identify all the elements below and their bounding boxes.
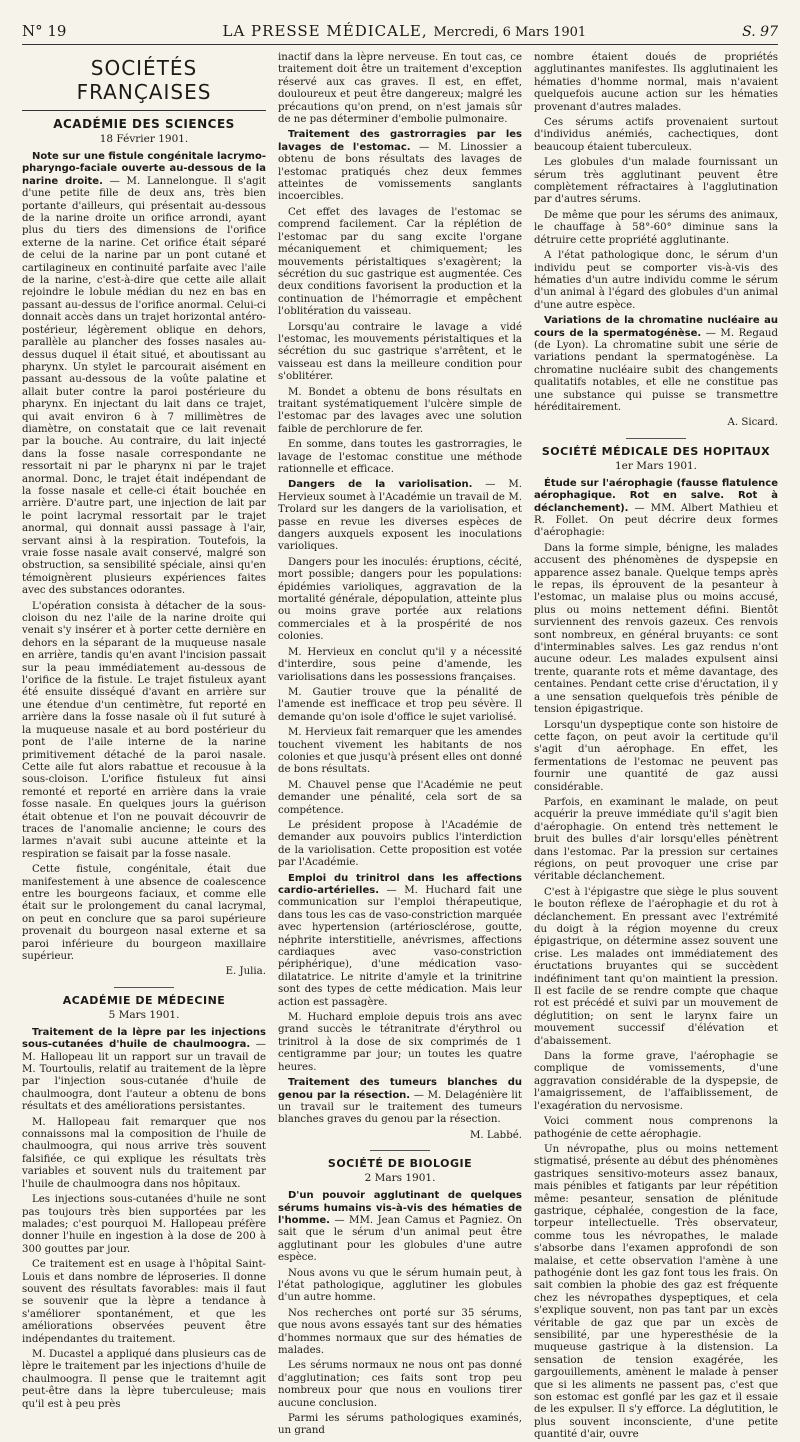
separator [114,987,174,988]
paragraph: Nous avons vu que le sérum humain peut, à l'état pathologique, agglutiner les globules d'un autre homme. [278,1267,522,1304]
paragraph-heading: Variations de la chromatine nucléaire au cours de la spermatogénèse. [534,315,778,339]
masthead-title: LA PRESSE MÉDICALE, [222,22,428,40]
paragraph: Les globules d'un malade fournissant un sérum très agglutinant peuvent être complètement réfractaires à l'agglutination par d'autres sérums. [534,157,778,206]
paragraph-text: — M. Lannelongue. Il s'agit d'une petite fille de deux ans, très bien portante d'ailleurs, qui présentait au-dessous de la narine droite un orifice arrondi, ayant plus du tiers des dimensions de l'orifice externe de la narine. Cet orifice était séparé de celui de la narine par un pont cutané et cartilagineux en continuité parfaite avec l'aile de la narine, c'est-à-dire que cette aile allait rejoindre le lobule médian du nez en bas en passant au-dessus de l'orifice anormal. Celui-ci donnait accès dans un trajet horizontal antéro-postérieur, légèrement oblique en dehors, parallèle au plancher des fosses nasales au-dessus duquel il était situé, et aboutissant au pharynx. Un stylet le parcourait aisément en passant au-dessous de la voûte palatine et allait buter contre la paroi postérieure du pharynx. En injectant du lait dans ce trajet, qui avait environ 6 à 7 millimètres de diamètre, on constatait que ce lait revenait par la bouche. Au contraire, du lait injecté dans la fosse nasale correspondante ne ressortait ni par le pharynx ni par le trajet anormal. Donc, le trajet était indépendant de la fosse nasale et celle-ci était bouchée en arrière. D'autre part, une injection de lait par le point lacrymal ressortait par le trajet anormal, qui donnait aussi passage à l'air, servant ainsi à la respiration. Toutefois, la vraie fosse nasale avait conservé, malgré son obstruction, sa sensibilité spéciale, ainsi qu'en témoignèrent plusieurs expériences faites avec des substances odorantes. [22,175,267,597]
section-date-medecine: 5 Mars 1901. [108,1008,180,1021]
section-title-biologie: SOCIÉTÉ DE BIOLOGIE [327,1157,473,1171]
paragraph: Le président propose à l'Académie de demander aux pouvoirs publics l'interdiction de la variolisation. Cette proposition est votée par l'Académie. [278,819,522,869]
paragraph: M. Hallopeau fait remarquer que nos connaissons mal la composition de l'huile de chaulmoogra, qui nous arrive très souvent falsifiée, ce qui explique les résultats très variables et souvent nuls du traitement par l'huile de chaulmoogra dans nos hôpitaux. [22,1116,266,1190]
paragraph: nombre étaient doués de propriétés agglutinantes manifestes. Ils agglutinaient les hématies d'homme normal, mais n'avaient quelquefois aucune action sur les hématies provenant d'autres malades. [534,52,778,113]
paragraph: Dans la forme simple, bénigne, les malades accusent des phénomènes de dyspepsie en apparence assez banale. Quelque temps après le repas, ils éprouvent de la pesanteur à l'estomac, un malaise plus ou moins accusé, plus ou moins nettement défini. Bientôt surviennent des renvois gazeux. Ces renvois sont nombreux, en général bruyants: ce sont d'interminables salves. Les gaz rendus n'ont aucune odeur. Les malades expulsent ainsi trente, quarante rots et même davantage, des centaines. Pendant cette crise d'éructation, il y a une sensation quelquefois très pénible de tension épigastrique. [534,542,778,716]
paragraph-heading: D'un pouvoir agglutinant de quelques sérums humains vis-à-vis des hématies de l'homme. [278,1190,522,1226]
paragraph: Voici comment nous comprenons la pathogénie de cette aérophagie. [534,1116,778,1140]
paragraph: Cet effet des lavages de l'estomac se comprend facilement. Car la réplétion de l'estomac par du sang excite l'organe mécaniquement et chimiquement; les mouvements péristaltiques s'exagèrent; la sécrétion du suc gastrique est augmentée. Ces deux conditions favorisent la production et la continuation de l'hémorragie et empêchent l'oblitération du vaisseau. [278,206,522,318]
paragraph: Nos recherches ont porté sur 35 sérums, que nous avons essayés tant sur des hématies d'hommes normaux que sur des hématies de malades. [278,1307,522,1356]
paragraph: L'opération consista à détacher de la sous-cloison du nez l'aile de la narine droite qui venait s'y insérer et à porter cette dernière en dehors en la séparant de la muqueuse nasale en arrière, tandis qu'en avant l'incision passait sur la peau immédiatement au-dessous de l'orifice de la fistule. Le trajet fistuleux ayant été ensuite disséqué d'avant en arrière sur une étendue d'un centimètre, fut reporté en arrière dans la fosse nasale où il fut suturé à la muqueuse nasale et au bord postérieur du pont de l'aile interne de la narine primitivement détaché de la paroi nasale. Cette aile fut alors rabattue et recousue à la sous-cloison. L'orifice fistuleux fut ainsi remonté et reporté en arrière dans la vraie fosse nasale. En quelques jours la guérison était obtenue et l'on ne pouvait découvrir de traces de l'anomalie ancienne; le cours des larmes n'avait subi aucune atteinte et la respiration se faisait par la fosse nasale. [22,600,266,860]
separator [370,1150,430,1151]
paragraph [22,1027,266,1114]
masthead [223,22,587,40]
paragraph: Ces sérums actifs provenaient surtout d'individus anémiés, cachectiques, dont beaucoup étaient tuberculeux. [534,117,778,153]
paragraph-text: — MM. Jean Camus et Pagniez. On sait que le sérum d'un animal peut être agglutinant pour les globules d'une autre espèce. [278,1214,522,1264]
paragraph-text: — M. Hallopeau lit un rapport sur un travail de M. Tourtoulis, relatif au traitement de la lèpre par l'injection sous-cutanée d'huile de chaulmoogra, dont l'auteur a obtenu de bons résultats et des améliorations persistantes. [22,1039,266,1113]
paragraph-text: — M. Delagénière lit un travail sur le traitement des tumeurs blanches graves du genou par la résection. [278,1089,522,1126]
signature: A. Sicard. [727,417,778,429]
separator [626,438,686,439]
paragraph-heading: Note sur une fistule congénitale lacrymo-pharyngo-faciale ouverte au-dessous de la narine droite. [22,151,266,187]
section-title-hopitaux: SOCIÉTÉ MÉDICALE DES HOPITAUX [541,444,771,458]
paragraph: Lorsqu'au contraire le lavage a vidé l'estomac, les mouvements péristaltiques et la sécrétion du suc gastrique s'arrêtent, et le vaisseau est dans la meilleure condition pour s'oblitérer. [278,321,522,383]
paragraph: M. Gautier trouve que la pénalité de l'amende est inefficace et trop peu sévère. Il demande qu'on isole d'office le sujet variolisé. [278,686,522,723]
paragraph-heading: Traitement des gastrorragies par les lavages de l'estomac. [278,129,522,153]
paragraph: inactif dans la lèpre nerveuse. En tout cas, ce traitement doit être un traitement d'exception réservé aux cas graves. Il est, en effet, douloureux et peut être dangereux; malgré les précautions qu'on prend, on n'est jamais sûr de ne pas déterminer d'embolie pulmonaire. [278,52,522,126]
paragraph-text: — M. Huchard fait une communication sur l'emploi thérapeutique, dans tous les cas de vaso-constriction marquée avec hypertension (artériosclérose, goutte, néphrite interstitielle, anévrismes, affections cardiaques avec vaso-constriction périphérique), d'une médication vaso-dilatatrice. Le nitrite d'amyle et la trinitrine sont des types de cette médication. Mais leur action est passagère. [278,885,522,1008]
section-date-sciences: 18 Février 1901. [99,133,189,145]
paragraph-text: — M. Regaud (de Lyon). La chromatine subit une série de variations pendant la spermatogénèse. La chromatine nucléaire subit des changements qualitatifs notables, et elle ne constitue pas une substance qui puisse se transmettre héréditairement. [534,327,778,413]
paragraph [534,478,778,540]
paragraph [278,1190,522,1264]
paragraph: A l'état pathologique donc, le sérum d'un individu peut se comporter vis-à-vis des hématies d'un autre individu comme le sérum d'un animal à l'égard des globules d'un animal d'une autre espèce. [534,250,778,311]
paragraph [278,1077,522,1127]
page-number: S. 97 [742,24,778,40]
paragraph-heading: Dangers de la variolisation. [288,479,473,491]
column-1 [22,52,267,1410]
paragraph-text: — MM. Albert Mathieu et R. Follet. On peut décrire deux formes d'aérophagie: [534,502,778,539]
paragraph: Parmi les sérums pathologiques examinés, un grand [278,1413,522,1437]
main-title: SOCIÉTÉS FRANÇAISES [22,56,266,111]
paragraph-heading: Étude sur l'aérophagie (fausse flatulence aérophagique. Rot en salve. Rot à déclanchement). [534,477,778,514]
paragraph: En somme, dans toutes les gastrorragies, le lavage de l'estomac constitue une méthode rationnelle et efficace. [278,439,522,475]
paragraph: M. Huchard emploie depuis trois ans avec grand succès le tétranitrate d'érythrol ou trinitrol à la dose de six comprimés de 1 centigramme par jour; un toutes les quatre heures. [278,1012,522,1073]
paragraph: Dans la forme grave, l'aérophagie se complique de vomissements, d'une aggravation considérable de la dyspepsie, de l'amaigrissement, de l'affaiblissement, de l'exagération du nervosisme. [534,1051,778,1112]
paragraph: Lorsqu'un dyspeptique conte son histoire de cette façon, on peut avoir la certitude qu'il s'agit d'un aérophage. En effet, les fermentations de l'estomac ne peuvent pas fournir une quantité de gaz aussi considérable. [534,719,778,793]
paragraph-heading: Emploi du trinitrol dans les affections cardio-artérielles. [278,872,522,896]
paragraph [22,151,266,598]
paragraph: Parfois, en examinant le malade, on peut acquérir la preuve immédiate qu'il s'agit bien d'aérophagie. On entend très nettement le bruit des bulles d'air lorsqu'elles pénètrent dans l'estomac. Par la pression sur certaines régions, on peut provoquer une crise par véritable déclanchement. [534,796,778,883]
section-title-sciences: ACADÉMIE DES SCIENCES [53,117,235,131]
paragraph: M. Hervieux fait remarquer que les amendes touchent vivement les habitants de nos colonies et que jusqu'à présent elles ont donné de bons résultats. [278,727,522,776]
paragraph: Dangers pour les inoculés: éruptions, cécité, mort possible; dangers pour les populations: épidémies varioliques, aggravation de la mortalité générale, dépopulation, atteinte plus ou moins grave portée aux relations commerciales et à la prospérité de nos colonies. [278,556,522,643]
paragraph [278,479,522,553]
paragraph: M. Chauvel pense que l'Académie ne peut demander une pénalité, cela sort de sa compétence. [278,779,522,816]
paragraph [278,873,522,1009]
section-date-hopitaux: 1er Mars 1901. [614,459,698,472]
signature: M. Labbé. [469,1129,522,1141]
columns [22,52,778,1441]
paragraph [534,315,778,414]
signature: E. Julia. [225,966,266,978]
column-2 [278,52,523,1437]
paragraph: Ce traitement est en usage à l'hôpital Saint-Louis et dans nombre de léproseries. Il donne souvent des résultats favorables: mais il faut se souvenir que la lèpre a tendance à s'améliorer spontanément, et que les améliorations observées peuvent être indépendantes du traitement. [22,1259,266,1345]
page-header [22,22,778,42]
paragraph-heading: Traitement de la lèpre par les injections sous-cutanées d'huile de chaulmoogra. [22,1026,266,1051]
header-rule [22,44,778,45]
section-date-biologie: 2 Mars 1901. [364,1172,436,1185]
masthead-date: Mercredi, 6 Mars 1901 [433,25,587,40]
issue-number: N° 19 [22,22,67,40]
paragraph: Les sérums normaux ne nous ont pas donné d'agglutination; ces faits sont trop peu nombreux pour que nous en voulions tirer aucune conclusion. [278,1360,522,1409]
paragraph-heading: Traitement des tumeurs blanches du genou par la résection. [278,1077,522,1101]
paragraph: M. Bondet a obtenu de bons résultats en traitant systématiquement l'ulcère simple de l'estomac par des lavages avec une solution faible de perchlorure de fer. [278,386,522,435]
paragraph: M. Ducastel a appliqué dans plusieurs cas de lèpre le traitement par les injections d'huile de chaulmoogra. Il pense que le traitemnt agit peut-être dans la lèpre tuberculeuse; mais qu'il est à peu près [22,1348,266,1410]
paragraph: De même que pour les sérums des animaux, le chauffage à 58°-60° diminue sans la détruire cette propriété agglutinante. [534,209,778,246]
paragraph-text: — M. Linossier a obtenu de bons résultats des lavages de l'estomac pratiqués chez deux femmes atteintes de vomissements sanglants incoercibles. [278,141,523,203]
column-3 [534,52,778,1441]
paragraph [278,129,522,203]
paragraph: M. Hervieux en conclut qu'il y a nécessité d'interdire, sous peine d'amende, les variolisations dans les possessions françaises. [278,646,522,683]
paragraph: C'est à l'épigastre que siège le plus souvent le bouton réflexe de l'aérophagie et du rot à déclanchement. En pressant avec l'extrémité du doigt à la région moyenne du creux épigastrique, on détermine assez souvent une crise. Les malades ont immédiatement des éructations bruyantes qui se succèdent indéfiniment tant qu'on maintient la pression. Il est facile de se rendre compte que chaque rot est précédé et suivi par un mouvement de déglutition; on sent le larynx faire un mouvement successif d'élévation et d'abaissement. [534,886,778,1047]
paragraph: Un névropathe, plus ou moins nettement stigmatisé, présente au début des phénomènes gastriques sensitivo-moteurs assez banaux, mais pénibles et fatigants par leur répétition même: pesanteur, sensation de plénitude gastrique, céphalée, congestion de la face, torpeur intellectuelle. Très observateur, comme tous les névropathes, le malade s'absorbe dans l'examen approfondi de son malaise, et cette observation l'amène à une pathogénie dont les gaz font tous les frais. On sait combien la phobie des gaz est fréquente chez les névropathes dyspeptiques, et cela s'explique souvent, non pas tant par un excès véritable de gaz que par un excès de sensibilité, par une hyperesthésie de la muqueuse gastrique à la distension. La sensation de tension exagérée, les gargouillements, amènent le malade à penser que si les aliments ne passent pas, c'est que son estomac est gonflé par les gaz et il essaie de les expulser. Il s'y efforce. La déglutition, le plus souvent inconsciente, d'une petite quantité d'air, ouvre [534,1143,778,1441]
paragraph: Les injections sous-cutanées d'huile ne sont pas toujours très bien supportées par les malades; c'est pourquoi M. Hallopeau préfère donner l'huile en ingestion à la dose de 200 à 300 gouttes par jour. [22,1194,266,1255]
paragraph: Cette fistule, congénitale, était due manifestement à une absence de coalescence entre les bourgeons faciaux, et comme elle était sur le prolongement du canal lacrymal, on peut en conclure que sa paroi supérieure provenait du bourgeon nasal externe et sa paroi inférieure du bourgeon maxillaire supérieur. [22,864,266,962]
paragraph-text: — M. Hervieux soumet à l'Académie un travail de M. Trolard sur les dangers de la variolisation, et passe en revue les diverses espèces de dangers auxquels exposent les inoculations varioliques. [278,479,522,553]
section-title-medecine: ACADÉMIE DE MÉDECINE [62,993,226,1007]
